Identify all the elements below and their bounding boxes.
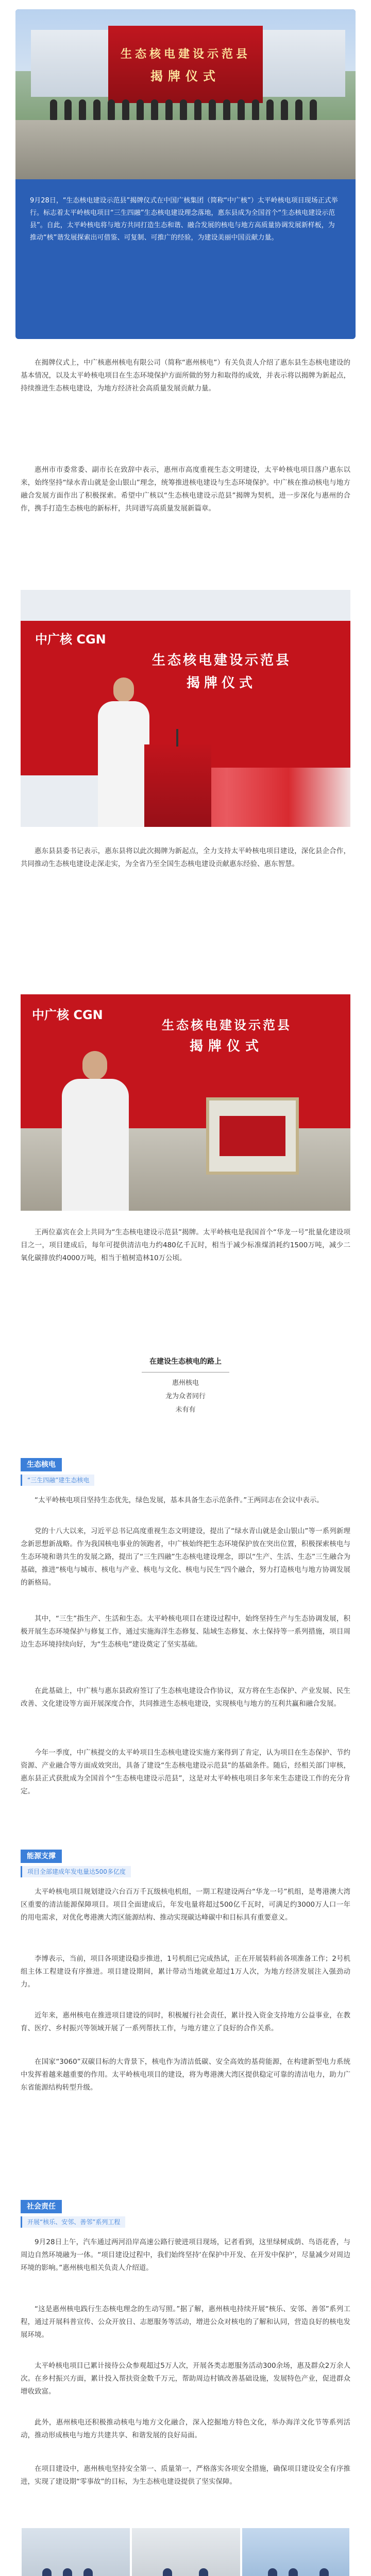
section-responsibility-header [21, 2200, 350, 2229]
section-title: 生态核电 [21, 1458, 62, 1471]
quote-main: 在建设生态核电的路上 [149, 1358, 222, 1366]
section-title: 能源支撑 [21, 1850, 62, 1863]
section2-paragraph: 李博表示，当前，项目各项建设稳步推进，1号机组已完成热试，正在开展装料前各项准备工作；2号机组主体工程建设有序推进。项目建设期间，累计带动当地就业超过1万人次，为地方经济发展注入强劲动力。 [21, 1955, 350, 1989]
section3-paragraph: 此外，惠州核电还积极推动核电与地方文化融合，深入挖掘地方特色文化，举办海洋文化节等系列活动，推动形成核电与地方共建共享、和谐发展的良好局面。 [21, 2418, 350, 2439]
backdrop-title: 生态核电建设示范县 [162, 1018, 292, 1032]
section1-paragraph: 在此基础上，中广核与惠东县政府签订了生态核电建设合作协议，双方将在生态保护、产业发展、民生改善、文化建设等方面开展深度合作，共同推进生态核电建设，实现核电与地方的互利共赢和融合发展。 [21, 1687, 350, 1708]
section-subtitle: 开展“核乐、安邻、善邻”系列工程 [21, 2216, 125, 2228]
hero-stage-backdrop [108, 26, 263, 103]
hero-card [15, 9, 356, 339]
section1-paragraph: 其中，“三生”指生产、生活和生态。太平岭核电项目在建设过程中，始终坚持生产与生态协调发展，积极开展生态环境保护与修复工作，通过实施海洋生态修复、陆域生态修复、水土保持等一系列措施，项目周边生态环境持续向好，为“生态核电”建设奠定了坚实基础。 [21, 1615, 350, 1649]
intro-paragraph-3: 惠东县县委书记表示，惠东县将以此次揭牌为新起点，全力支持太平岭核电项目建设，深化县企合作，共同推动生态核电建设走深走实，为全省乃至全国生态核电建设贡献惠东经验、惠东智慧。 [21, 847, 350, 868]
section3-paragraph: “这是惠州核电践行生态核电理念的生动写照。”据了解，惠州核电持续开展“核乐、安邻、善邻”系列工程，通过开展科普宣传、公众开放日、志愿服务等活动，增进公众对核电的了解和认同，营造良好的核电发展环境。 [21, 2305, 350, 2339]
section-ecology-header [21, 1458, 350, 1487]
podium [144, 744, 211, 827]
intro-paragraph-4: 王两位嘉宾在会上共同为“生态核电建设示范县”揭牌。太平岭核电是我国首个“华龙一号”批量化建设项目之一，项目建成后，每年可提供清洁电力约480亿千瓦时，相当于减少标准煤消耗约1500万吨，减少二氧化碳排放约4000万吨，相当于植树造林10万公顷。 [21, 1228, 350, 1262]
section2-paragraph: 太平岭核电项目规划建设六台百万千瓦级核电机组，一期工程建设两台“华龙一号”机组，是粤港澳大湾区重要的清洁能源保障项目。项目全面建成后，年发电量将超过500亿千瓦时，可满足约3000万人口一年的用电需求，对优化粤港澳大湾区能源结构、推动实现碳达峰碳中和目标具有重要意义。 [21, 1888, 350, 1922]
section3-paragraph: 太平岭核电项目已累计接待公众参观超过5万人次，开展各类志愿服务活动300余场，惠及群众2万余人次。在乡村振兴方面，累计投入帮扶资金数千万元，帮助周边村镇改善基础设施，发展特色产业，促进群众增收致富。 [21, 2362, 350, 2396]
section2-paragraph: 在国家“3060”双碳目标的大背景下，核电作为清洁低碳、安全高效的基荷能源，在构建新型电力系统中发挥着越来越重要的作用。太平岭核电项目的建设，将为粤港澳大湾区提供稳定可靠的清洁电力，助力广东省能源结构转型升级。 [21, 2058, 350, 2092]
section1-paragraph: 党的十八大以来，习近平总书记高度重视生态文明建设，提出了“绿水青山就是金山银山”等一系列新理念新思想新战略。作为我国核电事业的领跑者，中广核始终把生态环境保护放在突出位置，积极探索核电与生态环境和谐共生的发展之路，提出了“三生四融”生态核电建设理念，即以“生产、生活、生态”三生融合为基础，推进“核电与城市、核电与产业、核电与文化、核电与民生”四个融合，努力打造核电与地方协调发展的新格局。 [21, 1527, 350, 1587]
activity-photo [241, 2527, 350, 2576]
section-subtitle: 项目全部建成年发电量达500多亿度 [21, 1866, 131, 1877]
section-energy-header [21, 1850, 350, 1878]
section3-paragraph: 在项目建设中，惠州核电坚持安全第一、质量第一，严格落实各项安全措施，确保项目建设安全有序推进，实现了建设期“零事故”的目标，为生态核电建设提供了坚实保障。 [21, 2465, 350, 2486]
hero-photo [15, 9, 356, 179]
backdrop-subtitle: 揭牌仪式 [186, 675, 257, 691]
hero-stage-subtitle: 揭牌仪式 [150, 69, 221, 83]
intro-paragraph-2: 惠州市市委常委、副市长在致辞中表示，惠州市高度重视生态文明建设，太平岭核电项目落户惠东以来，始终坚持“绿水青山就是金山银山”理念，统筹推进核电建设与生态环境保护。中广核在推动核电与地方融合发展方面作出了积极探索。希望中广核以“生态核电建设示范县”揭牌为契机，进一步深化与惠州的合作，携手打造生态核电的新标杆，共同谱写高质量发展新篇章。 [21, 466, 350, 513]
speaker-figure [98, 677, 149, 827]
section-title: 社会责任 [21, 2200, 62, 2213]
unveiling-photo [21, 994, 350, 1211]
intro-paragraph-1: 在揭牌仪式上，中广核惠州核电有限公司（简称“惠州核电”）有关负责人介绍了惠东县生态核电建设的基本情况，以及太平岭核电项目在生态环境保护方面所做的努力和取得的成效，并表示将以揭牌为新起点，持续推进生态核电建设，为地方经济社会高质量发展贡献力量。 [21, 359, 350, 393]
quote-line-3: 龙为众者同行 [165, 1393, 206, 1400]
speech-photo [21, 590, 350, 827]
cgn-logo: 中广核 CGN [35, 632, 106, 647]
quote-line-4: 未有有 [175, 1406, 196, 1414]
section-subtitle: “三生四融”建生态核电 [21, 1475, 94, 1486]
activity-photo [21, 2527, 131, 2576]
hero-summary-text: 9月28日，“生态核电建设示范县”揭牌仪式在中国广核集团（简称“中广核”）太平岭核电项目现场正式举行。标志着太平岭核电项目“三生四融”生态核电建设理念落地，惠东县成为全国首个“生态核电建设示范县”。自此，太平岭核电将与地方共同打造生态和谐、融合发展的核电与地方高质量协调发展新样板，为推动“核”谐发展探索出可借鉴、可复制、可推广的经验，为建设美丽中国贡献力量。 [30, 197, 338, 242]
section1-paragraph: “太平岭核电项目坚持生态优先，绿色发展，基本具备生态示范条件。”王两同志在会议中表示。 [35, 1496, 324, 1504]
activity-photo-collage [21, 2527, 350, 2576]
backdrop-subtitle: 揭牌仪式 [189, 1039, 264, 1054]
quote-block [0, 1355, 371, 1417]
quote-line-2: 惠州核电 [172, 1379, 199, 1387]
section1-paragraph: 今年一季度，中广核提交的太平岭项目生态核电建设实施方案得到了肯定，认为项目在生态保护、节约资源、产业融合等方面成效突出，具备了建设“生态核电建设示范县”的基础条件。随后，经相关部门审核，惠东县正式获批成为全国首个“生态核电建设示范县”，这是对太平岭核电项目多年来生态建设工作的充分肯定。 [21, 1749, 350, 1795]
cgn-logo: 中广核 CGN [32, 1008, 103, 1022]
activity-photo [131, 2527, 241, 2576]
hero-stage-title: 生态核电建设示范县 [120, 47, 250, 61]
speaker-figure [62, 1051, 129, 1211]
section3-paragraph: 9月28日上午，汽车通过两河沿岸高速公路行驶进项目现场，记者看到，这里绿树成荫、鸟语花香，与周边自然环境融为一体。“项目建设过程中，我们始终坚持‘在保护中开发、在开发中保护’，尽量减少对周边环境的影响。”惠州核电相关负责人介绍道。 [21, 2238, 350, 2272]
backdrop-title: 生态核电建设示范县 [151, 653, 291, 668]
section2-paragraph: 近年来，惠州核电在推进项目建设的同时，积极履行社会责任，累计投入资金支持地方公益事业，在教育、医疗、乡村振兴等领域开展了一系列帮扶工作，与地方建立了良好的合作关系。 [21, 2011, 350, 2032]
plaque [206, 1097, 299, 1175]
hero-crowd [46, 99, 325, 120]
